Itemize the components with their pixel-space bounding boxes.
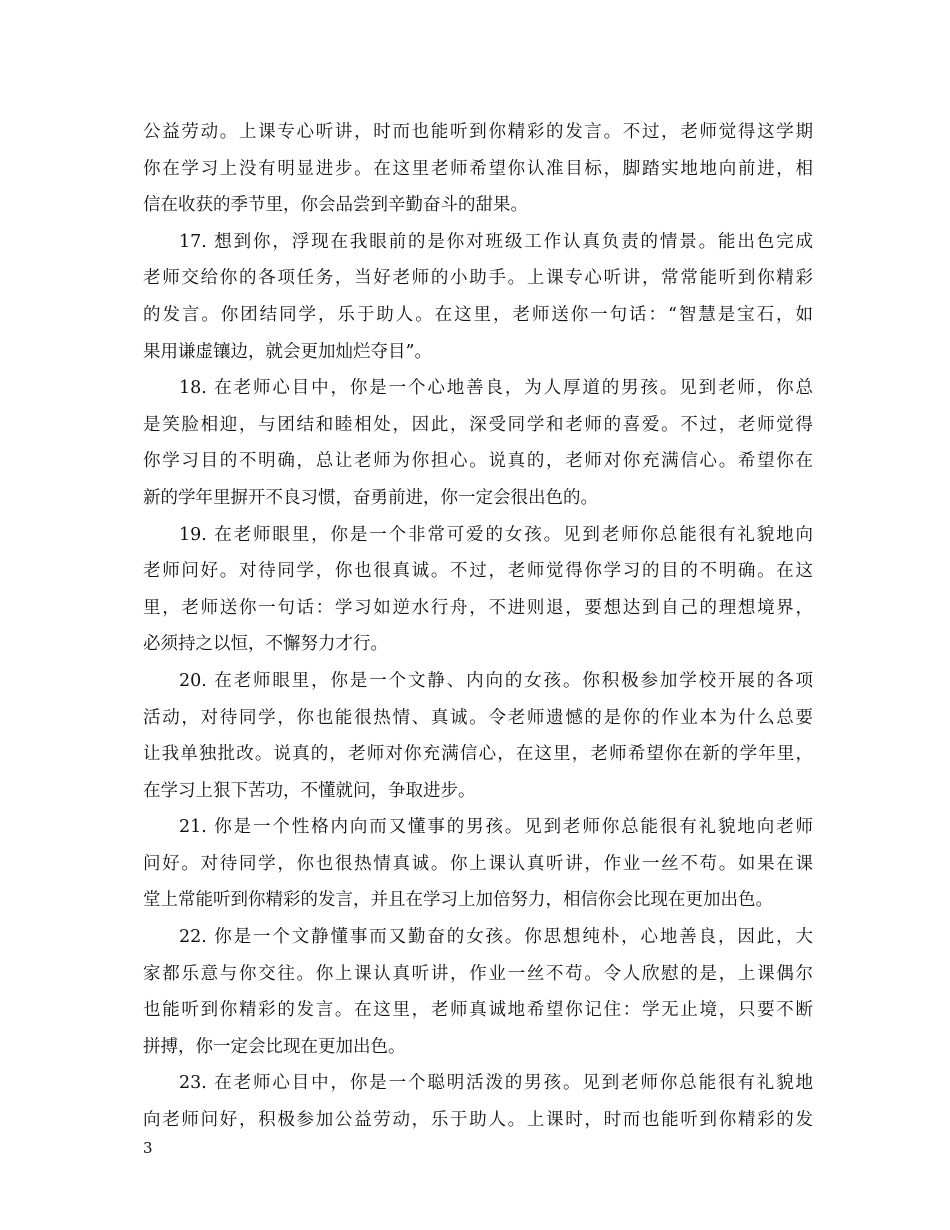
text-line: 堂上常能听到你精彩的发言，并且在学习上加倍努力，相信你会比现在更加出色。 [143,890,773,911]
text-line: 23. 在老师心目中，你是一个聪明活泼的男孩。见到老师你总能很有礼貌地 [179,1073,813,1094]
text-line: 公益劳动。上课专心听讲，时而也能听到你精彩的发言。不过，老师觉得这学期 [143,122,813,142]
text-line: 22. 你是一个文静懂事而又勤奋的女孩。你思想纯朴，心地善良，因此，大 [179,927,813,948]
text-line: 果用谦虚镶边，就会更加灿烂夺目”。 [143,341,432,362]
text-line: 18. 在老师心目中，你是一个心地善良，为人厚道的男孩。见到老师，你总 [179,378,813,399]
text-line: 的发言。你团结同学，乐于助人。在这里，老师送你一句话：“智慧是宝石，如 [143,304,813,325]
text-line: 老师问好。对待同学，你也很真诚。不过，老师觉得你学习的目的不明确。在这 [143,561,813,582]
text-line: 是笑脸相迎，与团结和睦相处，因此，深受同学和老师的喜爱。不过，老师觉得 [143,414,813,435]
document-body [143,114,813,1139]
text-line: 老师交给你的各项任务，当好老师的小助手。上课专心听讲，常常能听到你精彩 [143,268,813,289]
text-line: 你学习目的不明确，总让老师为你担心。说真的，老师对你充满信心。希望你在 [143,451,813,472]
page-number: 3 [143,1139,153,1157]
text-line: 也能听到你精彩的发言。在这里，老师真诚地希望你记住：学无止境，只要不断 [143,1000,813,1021]
text-line: 19. 在老师眼里，你是一个非常可爱的女孩。见到老师你总能很有礼貌地向 [179,524,813,545]
text-line: 必须持之以恒，不懈努力才行。 [143,634,388,655]
text-line: 21. 你是一个性格内向而又懂事的男孩。见到老师你总能很有礼貌地向老师 [179,817,813,838]
text-line: 活动，对待同学，你也能很热情、真诚。令老师遗憾的是你的作业本为什么总要 [143,707,813,728]
text-line: 里，老师送你一句话：学习如逆水行舟，不进则退，要想达到自己的理想境界， [143,597,813,618]
text-line: 拼搏，你一定会比现在更加出色。 [143,1036,406,1057]
text-line: 信在收获的季节里，你会品尝到辛勤奋斗的甜果。 [143,195,528,216]
text-line: 17. 想到你，浮现在我眼前的是你对班级工作认真负责的情景。能出色完成 [179,231,813,252]
text-line: 家都乐意与你交往。你上课认真听讲，作业一丝不苟。令人欣慰的是，上课偶尔 [143,963,813,984]
text-line: 你在学习上没有明显进步。在这里老师希望你认准目标，脚踏实地地向前进，相 [143,158,813,179]
text-line: 问好。对待同学，你也很热情真诚。你上课认真听讲，作业一丝不苟。如果在课 [143,853,813,874]
text-line: 让我单独批改。说真的，老师对你充满信心，在这里，老师希望你在新的学年里， [143,744,813,765]
text-line: 向老师问好，积极参加公益劳动，乐于助人。上课时，时而也能听到你精彩的发 [143,1110,813,1131]
text-line: 新的学年里摒开不良习惯，奋勇前进，你一定会很出色的。 [143,487,598,508]
text-line: 20. 在老师眼里，你是一个文静、内向的女孩。你积极参加学校开展的各项 [179,670,813,691]
text-line: 在学习上狠下苦功，不懂就问，争取进步。 [143,780,476,801]
